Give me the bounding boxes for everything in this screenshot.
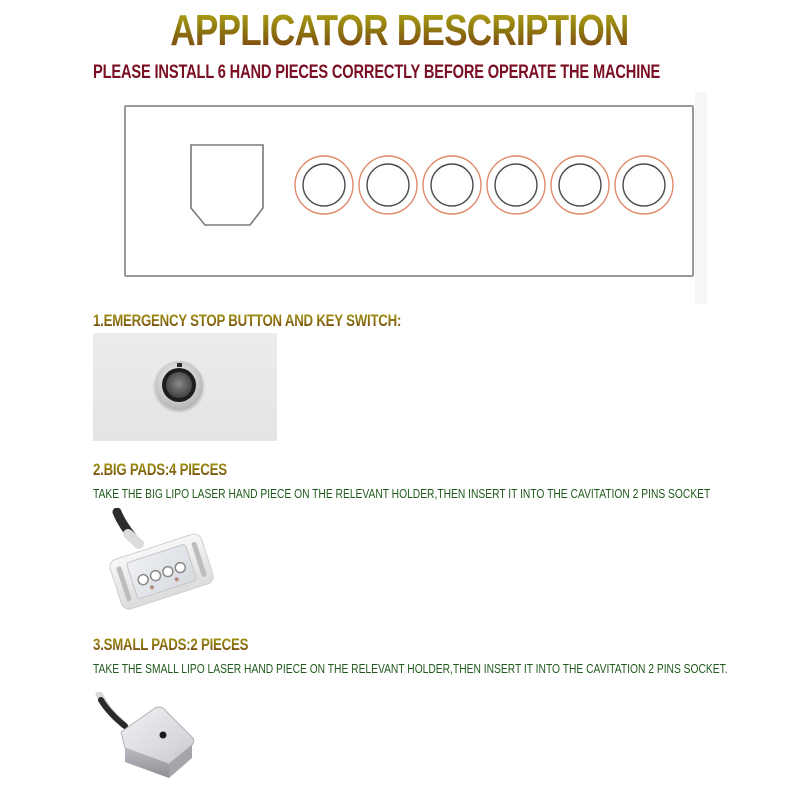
page-title: APPLICATOR DESCRIPTION (79, 8, 719, 54)
socket-icon (359, 156, 417, 214)
small-pad-photo (95, 692, 205, 787)
socket-icon (423, 156, 481, 214)
emergency-stop-button-icon (155, 361, 203, 409)
small-lipo-laser-pad-icon (95, 692, 205, 787)
key-switch-outline-icon (191, 145, 263, 225)
socket-icon (551, 156, 609, 214)
big-pads-description: TAKE THE BIG LIPO LASER HAND PIECE ON THE RELEVANT HOLDER,THEN INSERT IT INTO THE CAVITATION 2 PINS SOCKET (93, 486, 711, 501)
big-lipo-laser-pad-icon (95, 508, 225, 612)
socket-icon (295, 156, 353, 214)
big-pad-photo (95, 508, 225, 612)
emergency-stop-photo (93, 333, 277, 441)
small-pads-description: TAKE THE SMALL LIPO LASER HAND PIECE ON THE RELEVANT HOLDER,THEN INSERT IT INTO THE CAVITATION 2 PINS SOCKET. (93, 661, 728, 676)
panel-drawing (126, 107, 692, 275)
install-warning: PLEASE INSTALL 6 HAND PIECES CORRECTLY BEFORE OPERATE THE MACHINE (93, 62, 661, 83)
panel-shadow-strip (695, 92, 707, 304)
socket-icon (487, 156, 545, 214)
section-heading-big-pads: 2.BIG PADS:4 PIECES (93, 460, 227, 479)
section-heading-emergency-stop: 1.EMERGENCY STOP BUTTON AND KEY SWITCH: (93, 311, 402, 330)
socket-icon (615, 156, 673, 214)
section-heading-small-pads: 3.SMALL PADS:2 PIECES (93, 635, 249, 654)
machine-panel-diagram (124, 105, 694, 277)
